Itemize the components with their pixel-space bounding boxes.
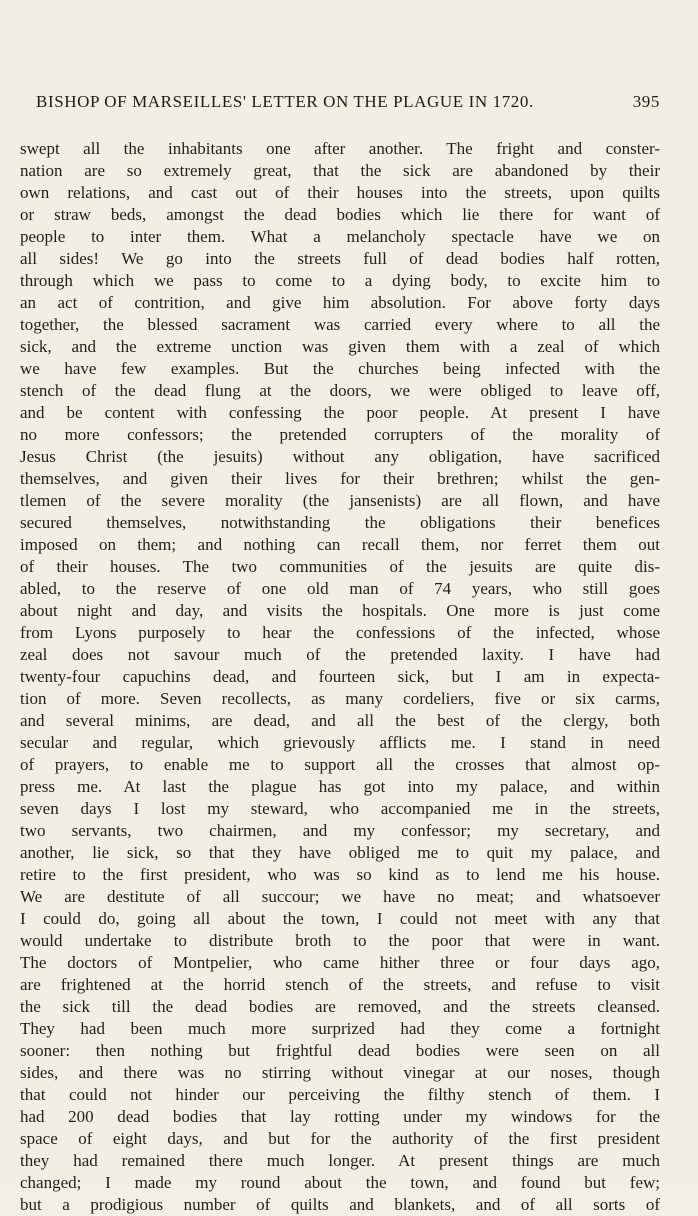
text-line: Jesus Christ (the jesuits) without any obligation, have sacrificed (20, 447, 660, 466)
text-line: secured themselves, notwithstanding the obligations their benefices (20, 513, 660, 532)
text-line: retire to the first president, who was so kind as to lend me his house. (20, 865, 660, 884)
text-line: they had remained there much longer. At present things are much (20, 1151, 660, 1170)
text-line: sooner: then nothing but frightful dead bodies were seen on all (20, 1041, 660, 1060)
text-line: changed; I made my round about the town, and found but few; (20, 1173, 660, 1192)
header-title: BISHOP OF MARSEILLES' LETTER ON THE PLAGUE IN 1720. (36, 92, 534, 111)
text-line: stench of the dead flung at the doors, we were obliged to leave off, (20, 381, 660, 400)
page-number: 395 (632, 92, 660, 111)
text-line: together, the blessed sacrament was carried every where to all the (20, 315, 660, 334)
text-line: about night and day, and visits the hospitals. One more is just come (20, 601, 660, 620)
text-line: tlemen of the severe morality (the jansenists) are all flown, and have (20, 491, 660, 510)
text-line: and be content with confessing the poor people. At present I have (20, 403, 660, 422)
text-line: imposed on them; and nothing can recall them, nor ferret them out (20, 535, 660, 554)
running-header (36, 92, 664, 112)
text-line: abled, to the reserve of one old man of 74 years, who still goes (20, 579, 660, 598)
text-line: that could not hinder our perceiving the filthy stench of them. I (20, 1085, 660, 1104)
text-line: two servants, two chairmen, and my confessor; my secretary, and (20, 821, 660, 840)
body-text (20, 138, 660, 1216)
text-line: of their houses. The two communities of the jesuits are quite dis- (20, 557, 660, 576)
text-line: I could do, going all about the town, I could not meet with any that (20, 909, 660, 928)
text-line: press me. At last the plague has got into my palace, and within (20, 777, 660, 796)
text-line: themselves, and given their lives for their brethren; whilst the gen- (20, 469, 660, 488)
text-line: another, lie sick, so that they have obliged me to quit my palace, and (20, 843, 660, 862)
text-line: or straw beds, amongst the dead bodies which lie there for want of (20, 205, 660, 224)
text-line: would undertake to distribute broth to the poor that were in want. (20, 931, 660, 950)
text-line: all sides! We go into the streets full of dead bodies half rotten, (20, 249, 660, 268)
text-line: nation are so extremely great, that the sick are abandoned by their (20, 161, 660, 180)
text-line: people to inter them. What a melancholy spectacle have we on (20, 227, 660, 246)
text-line: are frightened at the horrid stench of the streets, and refuse to visit (20, 975, 660, 994)
text-line: The doctors of Montpelier, who came hither three or four days ago, (20, 953, 660, 972)
text-line: sides, and there was no stirring without vinegar at our noses, though (20, 1063, 660, 1082)
text-line: from Lyons purposely to hear the confessions of the infected, whose (20, 623, 660, 642)
text-line: tion of more. Seven recollects, as many cordeliers, five or six carms, (20, 689, 660, 708)
text-line: and several minims, are dead, and all the best of the clergy, both (20, 711, 660, 730)
text-line: sick, and the extreme unction was given them with a zeal of which (20, 337, 660, 356)
text-line: zeal does not savour much of the pretended laxity. I have had (20, 645, 660, 664)
text-line: own relations, and cast out of their houses into the streets, upon quilts (20, 183, 660, 202)
text-line: no more confessors; the pretended corrupters of the morality of (20, 425, 660, 444)
text-line: but a prodigious number of quilts and blankets, and of all sorts of (20, 1195, 660, 1214)
text-line: swept all the inhabitants one after another. The fright and conster- (20, 139, 660, 158)
text-line: twenty-four capuchins dead, and fourteen sick, but I am in expecta- (20, 667, 660, 686)
text-line: space of eight days, and but for the authority of the first president (20, 1129, 660, 1148)
text-line: of prayers, to enable me to support all the crosses that almost op- (20, 755, 660, 774)
text-line: the sick till the dead bodies are removed, and the streets cleansed. (20, 997, 660, 1016)
text-line: we have few examples. But the churches being infected with the (20, 359, 660, 378)
text-line: through which we pass to come to a dying body, to excite him to (20, 271, 660, 290)
text-line: had 200 dead bodies that lay rotting under my windows for the (20, 1107, 660, 1126)
text-line: secular and regular, which grievously afflicts me. I stand in need (20, 733, 660, 752)
text-line: We are destitute of all succour; we have no meat; and whatsoever (20, 887, 660, 906)
text-line: They had been much more surprized had they come a fortnight (20, 1019, 660, 1038)
text-line: seven days I lost my steward, who accompanied me in the streets, (20, 799, 660, 818)
text-line: an act of contrition, and give him absolution. For above forty days (20, 293, 660, 312)
